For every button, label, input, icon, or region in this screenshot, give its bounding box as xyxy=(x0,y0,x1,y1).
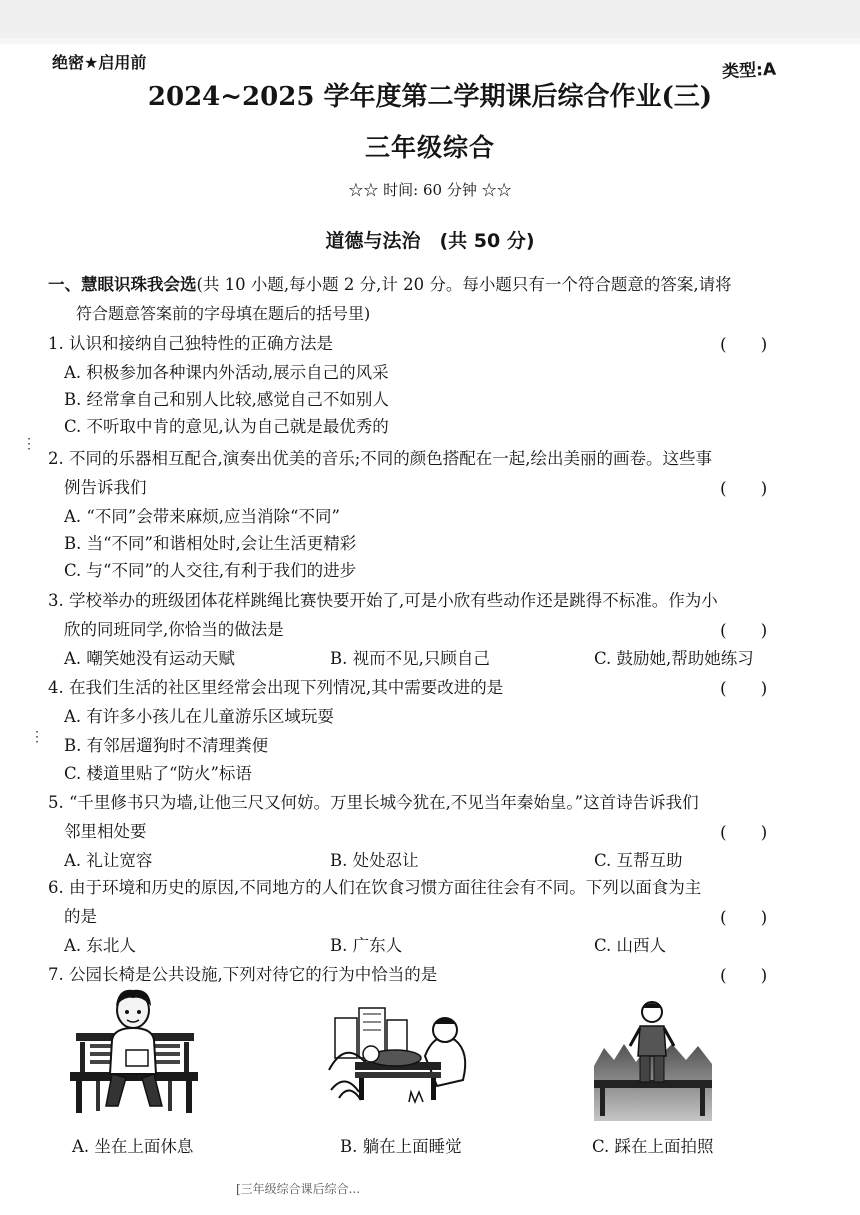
question-4-option-b: B. 有邻居遛狗时不清理粪便 xyxy=(64,736,269,755)
exam-time: ☆☆ 时间: 60 分钟 ☆☆ xyxy=(348,181,512,199)
answer-blank-7[interactable]: ( ) xyxy=(720,966,768,986)
answer-blank-2[interactable]: ( ) xyxy=(720,479,768,499)
exam-title: 2024~2025 学年度第二学期课后综合作业(三) xyxy=(147,82,713,112)
sitting-on-bench-illustration xyxy=(66,988,201,1118)
question-7-option-b: B. 躺在上面睡觉 xyxy=(340,1137,462,1156)
answer-blank-5[interactable]: ( ) xyxy=(720,823,768,843)
question-6-option-b: B. 广东人 xyxy=(330,936,403,955)
question-5-option-a: A. 礼让宽容 xyxy=(64,851,153,870)
question-3-option-c: C. 鼓励她,帮助她练习 xyxy=(594,649,754,668)
question-5-option-b: B. 处处忍让 xyxy=(330,851,419,870)
question-4-option-c: C. 楼道里贴了“防火”标语 xyxy=(64,764,252,783)
question-3-stem-cont: 欣的同班同学,你恰当的做法是 xyxy=(64,620,284,639)
question-4-stem: 4. 在我们生活的社区里经常会出现下列情况,其中需要改进的是 xyxy=(48,678,504,697)
question-3-option-a: A. 嘲笑她没有运动天赋 xyxy=(64,649,235,668)
question-2-stem-cont: 例告诉我们 xyxy=(64,478,147,497)
question-7-option-c: C. 踩在上面拍照 xyxy=(592,1137,714,1156)
question-6-stem: 6. 由于环境和历史的原因,不同地方的人们在饮食习惯方面往往会有不同。下列以面食为主 xyxy=(48,878,702,897)
question-3-stem: 3. 学校举办的班级团体花样跳绳比赛快要开始了,可是小欣有些动作还是跳得不标准。作为小 xyxy=(48,591,718,610)
question-2-option-b: B. 当“不同”和谐相处时,会让生活更精彩 xyxy=(64,534,357,553)
question-2-stem: 2. 不同的乐器相互配合,演奏出优美的音乐;不同的颜色搭配在一起,绘出美丽的画卷。这些事 xyxy=(48,449,713,468)
question-6-stem-cont: 的是 xyxy=(64,907,97,926)
section-heading xyxy=(48,271,732,295)
question-6-option-c: C. 山西人 xyxy=(594,936,667,955)
question-2-option-c: C. 与“不同”的人交往,有利于我们的进步 xyxy=(64,561,357,580)
answer-blank-6[interactable]: ( ) xyxy=(720,908,768,928)
question-5-stem-cont: 邻里相处要 xyxy=(64,822,147,841)
question-7-option-a: A. 坐在上面休息 xyxy=(72,1137,194,1156)
question-5-stem: 5. “千里修书只为墙,让他三尺又何妨。万里长城今犹在,不见当年秦始皇。”这首诗告诉我们 xyxy=(48,793,699,812)
paper-type-label: 类型:A xyxy=(721,59,777,83)
question-6-option-a: A. 东北人 xyxy=(64,936,136,955)
section-instructions: (共 10 小题,每小题 2 分,计 20 分。每小题只有一个符合题意的答案,请将 xyxy=(196,275,732,294)
question-1-option-c: C. 不听取中肯的意见,认为自己就是最优秀的 xyxy=(64,417,389,436)
section-title: 一、慧眼识珠我会选 xyxy=(48,275,197,294)
question-5-option-c: C. 互帮互助 xyxy=(594,851,683,870)
section-instructions-cont: 符合题意答案前的字母填在题后的括号里) xyxy=(76,304,371,323)
standing-on-bench-illustration xyxy=(590,996,715,1121)
question-1-option-b: B. 经常拿自己和别人比较,感觉自己不如别人 xyxy=(64,390,389,409)
binding-dots: ⋮ xyxy=(30,729,44,745)
page-footer: [三年级综合课后综合... xyxy=(236,1182,361,1196)
question-3-option-b: B. 视而不见,只顾自己 xyxy=(330,649,490,668)
answer-blank-1[interactable]: ( ) xyxy=(720,335,768,355)
question-7-stem: 7. 公园长椅是公共设施,下列对待它的行为中恰当的是 xyxy=(48,965,438,984)
question-4-option-a: A. 有许多小孩儿在儿童游乐区域玩耍 xyxy=(64,707,334,726)
confidential-label: 绝密★启用前 xyxy=(52,53,147,72)
exam-subtitle: 三年级综合 xyxy=(364,133,495,162)
answer-blank-4[interactable]: ( ) xyxy=(720,679,768,699)
question-2-option-a: A. “不同”会带来麻烦,应当消除“不同” xyxy=(64,507,340,526)
binding-dots: ⋮ xyxy=(22,436,36,452)
lying-on-bench-illustration xyxy=(325,1000,475,1110)
subject-heading: 道德与法治 (共 50 分) xyxy=(325,230,535,252)
answer-blank-3[interactable]: ( ) xyxy=(720,621,768,641)
question-1-option-a: A. 积极参加各种课内外活动,展示自己的风采 xyxy=(64,363,389,382)
question-1-stem: 1. 认识和接纳自己独特性的正确方法是 xyxy=(48,334,333,353)
